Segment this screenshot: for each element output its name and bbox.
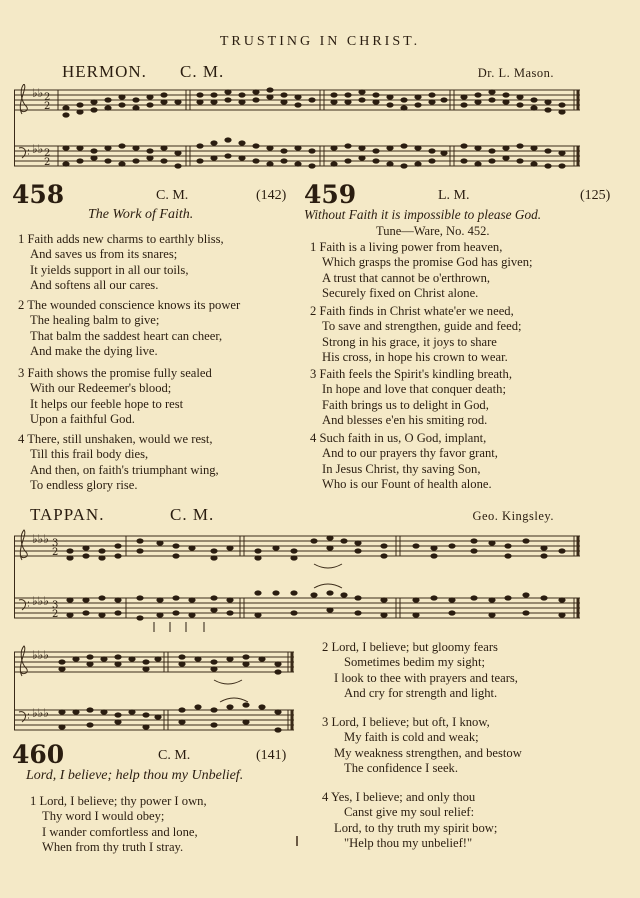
hymn-458-verse-1 <box>18 232 224 294</box>
hymn-459-verse-1 <box>310 240 533 302</box>
verse-line: His cross, in hope his crown to wear. <box>322 350 508 365</box>
hymn-title-458: The Work of Faith. <box>88 207 194 222</box>
verse-line: Securely fixed on Christ alone. <box>322 286 479 301</box>
tune-reference-459: Tune—Ware, No. 452. <box>376 224 490 238</box>
verse-line: A trust that cannot be o'erthrown, <box>322 270 491 285</box>
hymn-459-verse-3 <box>310 367 512 429</box>
verse-line: "Help thou my unbelief!" <box>344 836 473 851</box>
tune-composer-hermon: Dr. L. Mason. <box>477 66 554 80</box>
svg-text:2: 2 <box>44 157 51 168</box>
verse-line: Thy word I would obey; <box>42 809 165 824</box>
column-divider-mark <box>296 836 298 846</box>
verse-line: That balm the saddest heart can cheer, <box>30 328 223 343</box>
hymn-460-verse-3 <box>322 715 522 777</box>
verse-line: And make the dying live. <box>30 344 158 359</box>
verse-line: Sometimes bedim my sight; <box>344 655 485 670</box>
verse-line: And softens all our cares. <box>30 278 159 293</box>
hymn-ref-460: (141) <box>256 748 287 763</box>
svg-text:2: 2 <box>44 101 51 112</box>
svg-text:2: 2 <box>52 609 59 620</box>
svg-text:♭♭: ♭♭ <box>32 142 44 156</box>
hymn-458-verse-4 <box>18 432 219 494</box>
verse-line: In Jesus Christ, thy saving Son, <box>322 461 481 476</box>
hymn-meter-459: L. M. <box>438 188 470 203</box>
svg-text:2: 2 <box>44 92 51 103</box>
verse-line: 2 Lord, I believe; but gloomy fears <box>322 640 498 654</box>
verse-line: My faith is cold and weak; <box>344 730 479 745</box>
verse-line: 1 Lord, I believe; thy power I own, <box>30 794 207 808</box>
music-score-tappan-2 <box>14 644 296 742</box>
verse-line: Lord, to thy truth my spirit bow; <box>334 820 498 835</box>
hymn-meter-458: C. M. <box>156 188 189 203</box>
verse-line: I wander comfortless and lone, <box>42 824 198 839</box>
verse-line: Which grasps the promise God has given; <box>322 255 533 270</box>
verse-line: 4 There, still unshaken, would we rest, <box>18 432 213 446</box>
tune-meter-hermon: C. M. <box>180 62 225 81</box>
music-score-hermon <box>14 84 582 176</box>
verse-line: The confidence I seek. <box>344 761 458 776</box>
verse-line: It yields support in all our toils, <box>30 262 189 277</box>
hymn-460-verse-1 <box>30 794 207 856</box>
svg-text:♭♭♭: ♭♭♭ <box>32 594 49 608</box>
hymn-title-460: Lord, I believe; help thou my Unbelief. <box>26 768 244 783</box>
svg-text:2: 2 <box>52 547 59 558</box>
verse-line: Till this frail body dies, <box>30 447 149 462</box>
svg-text:♭♭♭: ♭♭♭ <box>32 706 49 720</box>
tune-composer-tappan: Geo. Kingsley. <box>472 509 554 523</box>
running-head: TRUSTING IN CHRIST. <box>219 34 421 49</box>
verse-line: With our Redeemer's blood; <box>30 381 172 396</box>
svg-text:3: 3 <box>52 538 59 549</box>
svg-text:♭♭♭: ♭♭♭ <box>32 648 49 662</box>
hymn-460-verse-2 <box>322 640 518 702</box>
svg-text:♭♭♭: ♭♭♭ <box>32 532 49 546</box>
verse-line: It helps our feeble hope to rest <box>30 396 184 411</box>
verse-line: Who is our Fount of health alone. <box>322 477 492 492</box>
verse-line: 3 Lord, I believe; but oft, I know, <box>322 715 490 729</box>
verse-line: 2 The wounded conscience knows its power <box>18 298 241 312</box>
verse-line: 1 Faith is a living power from heaven, <box>310 240 503 254</box>
verse-line: And to our prayers thy favor grant, <box>322 446 498 461</box>
verse-line: 4 Such faith in us, O God, implant, <box>310 431 487 445</box>
verse-line: To endless glory rise. <box>30 478 138 493</box>
hymn-460-verse-4 <box>322 790 497 852</box>
svg-text:3: 3 <box>52 600 59 611</box>
verse-line: 1 Faith adds new charms to earthly bliss, <box>18 232 224 246</box>
verse-line: Upon a faithful God. <box>30 412 135 427</box>
verse-line: Strong in his grace, it joys to share <box>322 334 497 349</box>
tune-name-tappan: TAPPAN. <box>30 505 105 524</box>
hymn-458-verse-3 <box>18 366 212 428</box>
verse-line: The healing balm to give; <box>30 313 160 328</box>
hymn-458-verse-2 <box>18 298 240 360</box>
verse-line: And cry for strength and light. <box>344 686 498 701</box>
hymn-number-458: 458 <box>12 180 65 209</box>
verse-line: I look to thee with prayers and tears, <box>334 670 518 685</box>
hymn-number-460: 460 <box>12 740 65 769</box>
music-score-tappan-1 <box>14 528 582 640</box>
tune-name-hermon: HERMON. <box>62 62 147 81</box>
hymn-ref-459: (125) <box>580 188 611 203</box>
verse-line: Canst give my soul relief: <box>344 805 475 820</box>
verse-line: 2 Faith finds in Christ whate'er we need, <box>310 304 514 318</box>
hymn-meter-460: C. M. <box>158 748 191 763</box>
svg-text:♭♭: ♭♭ <box>32 86 44 100</box>
hymn-number-459: 459 <box>304 180 357 209</box>
verse-line: 3 Faith feels the Spirit's kindling breath, <box>310 367 512 381</box>
verse-line: And blesses e'en his smiting rod. <box>322 413 488 428</box>
hymn-ref-458: (142) <box>256 188 287 203</box>
verse-line: Faith brings us to delight in God, <box>322 397 489 412</box>
verse-line: And saves us from its snares; <box>30 247 178 262</box>
verse-line: In hope and love that conquer death; <box>322 382 506 397</box>
verse-line: 3 Faith shows the promise fully sealed <box>18 366 212 380</box>
hymn-title-459: Without Faith it is impossible to please God. <box>304 207 542 222</box>
verse-line: And then, on faith's triumphant wing, <box>30 462 219 477</box>
hymn-459-verse-2 <box>310 304 522 366</box>
svg-text:2: 2 <box>44 148 51 159</box>
verse-line: 4 Yes, I believe; and only thou <box>322 790 476 804</box>
verse-line: My weakness strengthen, and bestow <box>334 745 522 760</box>
verse-line: When from thy truth I stray. <box>42 840 184 855</box>
hymn-459-verse-4 <box>310 431 498 493</box>
tune-meter-tappan: C. M. <box>170 505 215 524</box>
verse-line: To save and strengthen, guide and feed; <box>322 319 522 334</box>
